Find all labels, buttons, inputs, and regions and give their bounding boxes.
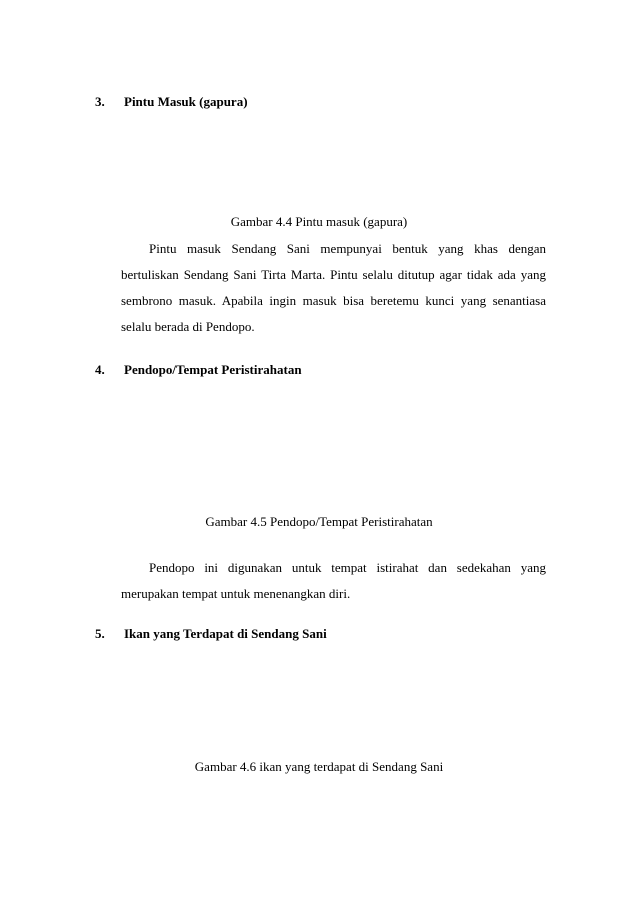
section-4-number: 4. <box>95 362 105 377</box>
figure-4-5-caption: Gambar 4.5 Pendopo/Tempat Peristirahatan <box>205 514 433 529</box>
figure-4-4-placeholder <box>121 115 546 210</box>
paragraph-line: Pendopo ini digunakan untuk tempat istirahat dan sedekahan yang <box>149 560 546 575</box>
paragraph-line: sembrono masuk. Apabila ingin masuk bisa beretemu kunci yang senantiasa <box>121 293 546 308</box>
section-3-number: 3. <box>95 94 105 109</box>
paragraph-line: merupakan tempat untuk menenangkan diri. <box>121 586 351 601</box>
paragraph-line: bertuliskan Sendang Sani Tirta Marta. Pintu selalu ditutup agar tidak ada yang <box>121 267 546 282</box>
paragraph-line: Pintu masuk Sendang Sani mempunyai bentuk yang khas dengan <box>149 241 546 256</box>
section-4-title: Pendopo/Tempat Peristirahatan <box>124 362 302 377</box>
figure-4-6-caption: Gambar 4.6 ikan yang terdapat di Sendang Sani <box>194 759 444 774</box>
section-3-paragraph <box>121 236 546 340</box>
section-5-number: 5. <box>95 626 105 641</box>
figure-4-5-placeholder <box>121 385 546 505</box>
figure-4-6-placeholder <box>121 650 546 750</box>
section-5-title: Ikan yang Terdapat di Sendang Sani <box>124 626 327 641</box>
figure-4-4-caption: Gambar 4.4 Pintu masuk (gapura) <box>230 214 408 229</box>
paragraph-line: selalu berada di Pendopo. <box>121 319 255 334</box>
section-3-title: Pintu Masuk (gapura) <box>124 94 248 109</box>
section-4-paragraph <box>121 555 546 607</box>
